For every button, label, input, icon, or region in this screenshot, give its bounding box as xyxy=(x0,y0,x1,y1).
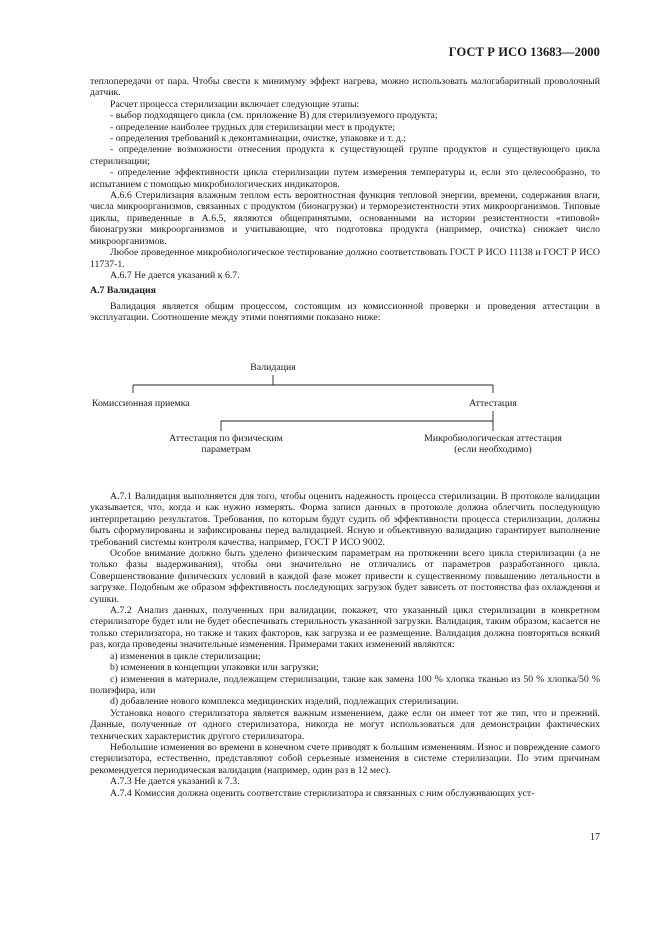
diagram-sub-left-line1: Аттестация по физическим xyxy=(169,433,283,444)
paragraph: Установка нового стерилизатора является важным изменением, даже если он имеет тот же тип, что и прежний. Данные, полученные от одного стерилизатора, никогда не могут использоваться для демонстрации фактических технических характеристик другого стерилизатора. xyxy=(90,707,600,742)
diagram-sub-right-label xyxy=(408,433,578,456)
diagram-left-label: Комиссионная приемка xyxy=(92,398,190,409)
page-number: 17 xyxy=(590,832,600,843)
paragraph: Небольшие изменения во времени в конечном счете приводят к большим изменениям. Износ и повреждение самого стерилизатора, естественно, представляют собой серьезные изменения в системе стерилизации. По этим причинам рекомендуется периодическая валидация (например, один раз в 12 мес). xyxy=(90,741,600,776)
paragraph: - определение возможности отнесения продукта к существующей группе продуктов и существующего цикла стерилизации; xyxy=(90,144,600,167)
paragraph: теплопередачи от пара. Чтобы свести к минимуму эффект нагрева, можно использовать малогабаритный проволочный датчик. xyxy=(90,76,600,99)
section-heading: А.7 Валидация xyxy=(90,285,156,297)
paragraph: Валидация является общим процессом, состоящим из комиссионной проверки и проведения аттестации в эксплуатации. Соотношение между этими понятиями показано ниже: xyxy=(90,300,600,324)
paragraph: с) изменения в материале, подлежащем стерилизации, такие как замена 100 % хлопка тканью из 50 % хлопка/50 % полиэфира, или xyxy=(90,673,600,696)
diagram-right-label: Аттестация xyxy=(469,398,517,409)
paragraph: d) добавление нового комплекса медицинских изделий, подлежащих стерилизации. xyxy=(110,696,459,708)
paragraph: b) изменения в концепции упаковки или загрузки; xyxy=(110,662,319,674)
paragraph: - выбор подходящего цикла (см. приложение В) для стерилизуемого продукта; xyxy=(110,110,438,122)
diagram-sub-left-line2: параметрам xyxy=(201,444,251,456)
diagram-sub-left-label xyxy=(151,433,301,456)
paragraph: - определение наиболее трудных для стерилизации мест в продукте; xyxy=(110,121,396,133)
document-header: ГОСТ Р ИСО 13683—2000 xyxy=(448,45,600,59)
paragraph: А.7.4 Комиссия должна оценить соответствие стерилизатора и связанных с ним обслуживающих уст- xyxy=(110,787,535,799)
paragraph: Особое внимание должно быть уделено физическим параметрам на протяжении всего цикла стерилизации (а не только фазы выдерживания), чтобы они значительно не отличались от параметров разработанного цикла. Совершенствование физических условий в каждой фазе может привести к существенному повышению летальности в загрузке. Подобным же образом эффективность последующих загрузок будет зависеть от постоянства фаз охлаждения и сушки. xyxy=(90,548,600,605)
paragraph: А.7.2 Анализ данных, полученных при валидации, покажет, что указанный цикл стерилизации в конкретном стерилизаторе будет или не будет обеспечивать стерильность указанной загрузки. Валидация, таким образом, касается не только стерилизатора, но также и таких факторов, как загрузка и ее размещение. Валидация должна повторяться всякий раз, когда проведены значительные изменения. Примерами таких изменений являются: xyxy=(90,605,600,651)
diagram-sub-right-line2: (если необходимо) xyxy=(454,444,532,456)
paragraph: Любое проведенное микробиологическое тестирование должно соответствовать ГОСТ Р ИСО 11138 и ГОСТ Р ИСО 11737-1. xyxy=(90,247,600,270)
diagram-root-label: Валидация xyxy=(250,362,296,373)
paragraph: А.7.3 Не дается указаний к 7.3. xyxy=(110,776,240,788)
paragraph: - определения требований к деконтаминации, очистке, упаковке и т. д.; xyxy=(110,133,406,145)
validation-diagram xyxy=(90,355,600,465)
paragraph: А.6.7 Не дается указаний к 6.7. xyxy=(110,269,240,281)
text-block-bottom xyxy=(90,491,600,799)
paragraph: А.6.6 Стерилизация влажным теплом есть вероятностная функция тепловой энергии, времени, содержания влаги, числа микроорганизмов, связанных с продуктом (бионагрузки) и терморезистентности этих микроорганизмов. Типовые циклы, приведенные в А.6.5, являются общепринятыми, основанными на истории резистентности «типовой» бионагрузки микроорганизмов и учитывающие, что подготовка продукта (например, очистка) снижает число микроорганизмов. xyxy=(90,190,600,247)
text-block-top xyxy=(90,76,600,324)
paragraph: а) изменения в цикле стерилизации; xyxy=(110,650,261,662)
paragraph: - определение эффективности цикла стерилизации путем измерения температуры и, если это целесообразно, то испытанием с помощью микробиологических индикаторов. xyxy=(90,167,600,190)
diagram-sub-right-line1: Микробиологическая аттестация xyxy=(424,433,562,444)
paragraph: А.7.1 Валидация выполняется для того, чтобы оценить надежность процесса стерилизации. В протоколе валидации указывается, что, когда и как нужно измерять. Форма записи данных в протоколе должна облегчить последующую интерпретацию результатов. Требования, по которым будут судить об эффективности процесса стерилизации, должны быть сформулированы и зафиксированы перед валидацией. Ясную и объективную валидацию гарантирует выполнение требований системы контроля качества, например, ГОСТ Р ИСО 9002. xyxy=(90,491,600,548)
paragraph: Расчет процесса стерилизации включает следующие этапы: xyxy=(110,98,360,110)
